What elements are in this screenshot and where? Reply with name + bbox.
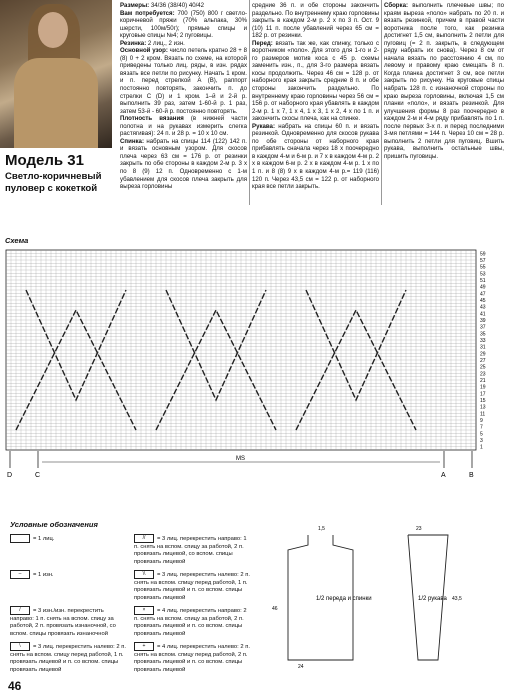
paragraph-text: 34/36 (38/40) 40/42 [149,2,205,9]
paragraph [120,47,247,115]
row-number: 9 [480,418,483,424]
legend-text: = 1 изн. [33,572,54,579]
chart-label: Схема [5,236,29,245]
row-number: 37 [480,324,486,331]
legend-symbol: – [10,570,30,579]
row-number: 15 [480,398,486,404]
paragraph-heading: Перед: [252,39,273,47]
legend-symbol: + [134,642,154,651]
row-number: 31 [480,344,486,351]
row-number: 45 [480,298,486,304]
paragraph-heading: Основной узор: [120,47,168,55]
text-column-3 [384,2,504,210]
ms-label: MS [236,456,245,462]
text-column-2 [252,2,379,210]
row-number: 17 [480,391,486,398]
row-number: 13 [480,404,486,411]
row-number: 51 [480,278,486,284]
legend-text: = 4 лиц. перекрестить налево: 2 п. снять на вспом. спицу перед работой, 2 п. провязать лицевой и п. со вспом. спицы провязать лицевой [134,644,250,673]
paragraph [120,138,247,191]
dim-sleeve-len: 43,5 [452,596,462,602]
paragraph-heading: Сборка: [384,2,408,9]
paragraph [120,115,247,138]
paragraph [252,40,379,123]
paragraph-text: набрать на спицы 114 (122) 142 п. и вязать основным узором. Для скосов плеча через 63 см = 176 р. от резинки закрыть по обе стороны в каждом 2-м р. 3 х по 8 (9) 12 п. Одновременно с 1-м убавлением для скосов плеча закрыть для выреза горловины [120,137,247,191]
paragraph-text: выполнить плечевые швы; по краям выреза «поло» набрать по 20 п. и вязать резинкой, причем в правой части воротника после того, как резинка достигнет 1,5 см, выполнить 2 петли для пуговиц (= 2 п. закрыть, в следующем ряду набрать их снова). Через 8 см от начала вязать по расстоянию 4 см, по левому и правому краю смещать 8 п. Когда планка достигнет 3 см, все петли закрыть по рисунку. На круговые спицы набрать 128 п. с изнаночной стороны по краю выреза горловины, включая 1,5 см планки «поло», и вязать резинкой. Для улучшения формы 8 раз поочередно в каждом 2-м и 4-м ряду прибавлять по 1 п. после первых 3-х п. и перед последними 3-мя петлями = 144 п. Через 10 см = 28 р. выполнить 2 петли для пуговиц. Вшить рукава, выполнить остальные швы, пришить пуговицы. [384,2,504,160]
legend-symbol: // [134,534,154,543]
paragraph [120,2,247,10]
row-number: 21 [480,378,486,384]
dim-bottom: 24 [298,664,304,670]
legend-symbol: \\ [134,570,154,579]
legend-item [10,570,128,580]
legend-symbol: \ [10,642,30,651]
row-number: 53 [480,271,486,278]
knitting-chart [4,246,504,486]
front-back-pattern [272,526,372,670]
paragraph-text: (в нижней части полотна и на рукавах измерить слегка растягивая): 24 п. и 28 р. = 10 х 10 см. [120,115,247,138]
row-number: 55 [480,264,486,271]
paragraph-text: 700 (750) 800 г светло-коричневой пряжи (70% альпака, 30% шерсти, 100м/50г); прямые спицы и круговые спицы №4; 2 пуговицы. [120,9,247,40]
sleeve-label: 1/2 рукава [418,596,447,602]
model-subtitle: Светло-коричневый пуловер с кокеткой [5,171,102,194]
paragraph-heading: Резинка: [120,39,147,47]
row-number: 19 [480,384,486,391]
legend-text: = 3 лиц. перекрестить налево: 2 п. снять на вспом. спицу перед работой, 1 п. провязать лицевой и п. со вспом. спицы провязать лицевой [10,644,126,673]
paragraph-text: средние 36 п. и обе стороны закончить раздельно. По внутреннему краю горловины закрыть в каждом 2-м р. 2 х по 3 п. Ост. 9 (10) 11 п. после убавлений через 65 см = 182 р. от резинки. [252,2,379,40]
paragraph-text: набрать на спицы 60 п. и вязать резинкой. Одновременно для скосов рукава по обе стороны от наборного края прибавлять сначала через 18 х поочередно в каждом 4-м и 6-м р. и 7 х в каждом 4-м р. 2 х в каждом 6-м р. 2 х в каждом 4-м р. 1 х по 1 п. и 8 (8) 9 х в каждом 4-м р.= 119 (116) 120 п. Через 43,5 см = 122 р. от наборного края все петли закрыть. [252,122,379,191]
paragraph-heading: Размеры: [120,2,150,9]
front-label: 1/2 переда и спинки [316,596,372,602]
pattern-diagram [258,520,503,670]
paragraph-heading: Рукава: [252,122,275,130]
row-number: 35 [480,331,486,338]
chart-grid [6,250,476,450]
paragraph-heading: Вам потребуется: [120,9,175,17]
dim-sleeve-top: 23 [416,526,422,532]
legend-item [10,534,128,544]
row-number: 1 [480,444,483,451]
row-number: 29 [480,351,486,358]
legend-item [134,606,252,638]
paragraph-text: вязать так же, как спинку, только с воротником «поло». Для этого для 1-го и 2-го размеров мотив коса с 45 р. схемы заменить изн., п., для 3-го размера вязать косы продолжить. Через 46 см = 128 р. от наборного края закрыть средние 8 п. и обе стороны закончить раздельно. По внутреннему краю горловины через 56 см = 156 р. от наборного края убавлять в каждом 2-м р. 1 х 7, 1 х 4, 1 х 3, 1 х 2, 4 х по 1 п. и закончить скосы плеча, как на спинке. [252,39,379,123]
row-number: 25 [480,364,486,371]
legend-item [134,534,252,566]
row-number: 43 [480,304,486,311]
legend-symbol: / [10,606,30,615]
legend-text: = 1 лиц. [33,536,55,543]
paragraph [384,2,504,160]
legend-text: = 3 изн./изн. перекрестить направо: 1 п. снять на вспом. спицу за работой, 2 п. провязать изнаночной, со вспом. спицы провязать изнаночной [10,608,116,637]
row-number: 41 [480,311,486,318]
paragraph-text: 2 лиц., 2 изн. [146,39,185,47]
paragraph [120,40,247,48]
arrow-c-label: C [35,472,41,479]
row-number: 5 [480,431,483,438]
legend-item [10,642,128,674]
row-number: 57 [480,258,486,264]
legend-text: = 3 лиц. перекрестить налево: 2 п. снять на вспом. спицу перед работой, 1 п. провязать лицевой и п. со вспом. спицы провязать лицевой [134,572,250,601]
row-number: 3 [480,438,483,444]
dim-side: 46 [272,606,278,612]
model-title: Модель 31 [5,152,84,169]
legend-text: = 4 лиц. перекрестить направо: 2 п. снять на вспом. спицу за работой, 2 п. провязать лицевой и п. со вспом. спицы провязать лицевой [134,608,247,637]
legend-symbol [10,534,30,543]
row-number: 33 [480,338,486,344]
chart-arrows [7,451,474,479]
paragraph [120,10,247,40]
paragraph-text: число петель кратно 28 + 8 (8) 0 + 2 кром. Вязать по схеме, на которой приведены только лиц. ряды, в изн. рядах вязать все петли по рисунку. Начать 1 кром. и п. перед стрелкой A (B), раппорт постоянно повторять, закончить п. до стрелки C (D) и 1 кром. 1–й и 2-й р. выполнить 39 раз, затем 1-60-й р. 1 раз, затем 53-й - 60-й р. постоянно повторять. [120,47,247,115]
row-number: 23 [480,371,486,378]
paragraph [252,123,379,191]
row-number: 27 [480,358,486,364]
row-number: 11 [480,411,486,418]
sleeve-pattern [408,526,462,660]
row-number: 59 [480,251,486,258]
model-photo [0,0,112,148]
paragraph-heading: Плотность вязания [120,115,184,123]
photo-sweater [14,58,98,148]
row-number: 7 [480,424,483,431]
row-number: 47 [480,291,486,298]
legend-item [10,606,128,638]
column-divider [381,0,382,205]
chart-row-numbers [480,251,486,450]
row-number: 39 [480,318,486,324]
dim-top: 1,5 [318,526,325,532]
text-column-1 [120,2,247,210]
column-divider [249,0,250,205]
legend-text: = 3 лиц. перекрестить направо: 1 п. снять на вспом. спицу за работой, 2 п. провязать лицевой, со вспом. спицы провязать лицевой [134,536,247,565]
paragraph-heading: Спинка: [120,137,144,145]
arrow-b-label: B [469,472,474,479]
page-number: 46 [8,679,22,693]
photo-face [38,12,68,48]
arrow-d-label: D [7,472,13,479]
paragraph [252,2,379,40]
legend-item [134,570,252,602]
legend-title: Условные обозначения [10,520,98,529]
legend-item [134,642,252,674]
arrow-a-label: A [441,472,446,479]
row-number: 49 [480,284,486,291]
legend-symbol: × [134,606,154,615]
